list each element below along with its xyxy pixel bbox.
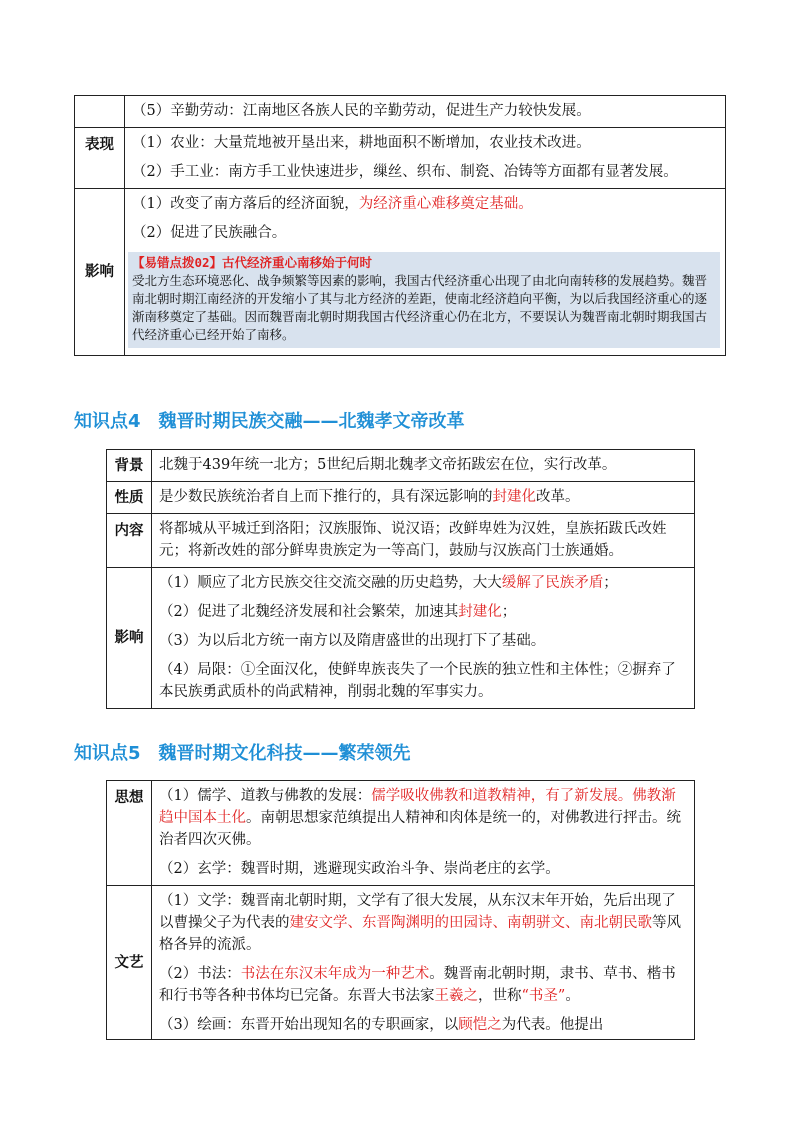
reform-table <box>106 449 695 709</box>
tip-body: 受北方生态环境恶化、战争频繁等因素的影响，我国古代经济重心出现了由北向南转移的发展趋势。魏晋南北朝时期江南经济的开发缩小了其与北方经济的差距，使南北经济趋向平衡，为以后我国经济重心的逐渐南移奠定了基础。因而魏晋南北朝时期我国古代经济重心仍在北方，不要误认为魏晋南北朝时期我国古代经济重心已经开始了南移。 <box>132 273 708 342</box>
table-row <box>75 128 726 189</box>
row-header-wenyi: 文艺 <box>107 886 152 1040</box>
content-text: 将都城从平城迁到洛阳；汉族服饰、说汉语；改鲜卑姓为汉姓，皇族拓跋氏改姓元；将新改姓的部分鲜卑贵族定为一等高门，鼓励与汉族高门士族通婚。 <box>159 521 667 559</box>
table-row <box>107 450 695 482</box>
literature-text: （1）文学：魏晋南北朝时期，文学有了很大发展，从东汉末年开始，先后出现了以曹操父子为代表的建安文学、东晋陶渊明的田园诗、南朝骈文、南北朝民歌等风格各异的流派。 <box>159 893 681 953</box>
impact-1: （1）顺应了北方民族交往交流交融的历史趋势，大大缓解了民族矛盾； <box>159 575 618 591</box>
tip-title: 【易错点拨02】古代经济重心南移始于何时 <box>132 255 373 270</box>
nature-text: 是少数民族统治者自上而下推行的，具有深远影响的封建化改革。 <box>159 489 580 505</box>
painting-text: （3）绘画：东晋开始出现知名的专职画家，以顾恺之为代表。他提出 <box>159 1017 604 1033</box>
labor-text: （5）辛勤劳动：江南地区各族人民的辛勤劳动，促进生产力较快发展。 <box>132 103 591 119</box>
impact-1: （1）改变了南方落后的经济面貌，为经济重心难移奠定基础。 <box>132 196 533 212</box>
section5-title: 知识点5 魏晋时期文化科技——繁荣领先 <box>74 743 411 764</box>
table-row <box>107 514 695 568</box>
row-header-beijing: 背景 <box>107 450 152 482</box>
thought-2: （2）玄学：魏晋时期，逃避现实政治斗争、崇尚老庄的玄学。 <box>159 861 560 877</box>
culture-table <box>106 780 695 1040</box>
row-header-neirong: 内容 <box>107 514 152 568</box>
table-row <box>107 886 695 1040</box>
row-header-yingxiang: 影响 <box>75 189 125 356</box>
calligraphy-text: （2）书法：书法在东汉末年成为一种艺术。魏晋南北朝时期，隶书、草书、楷书和行书等各种书体均已完备。东晋大书法家王羲之，世称“书圣”。 <box>159 966 676 1004</box>
agriculture-text: （1）农业：大量荒地被开垦出来，耕地面积不断增加，农业技术改进。 <box>132 135 591 151</box>
table-row <box>107 568 695 709</box>
row-header-biaoxian: 表现 <box>75 128 125 189</box>
row-header-yingxiang: 影响 <box>107 568 152 709</box>
row-header-xingzhi: 性质 <box>107 482 152 514</box>
table-row <box>107 482 695 514</box>
table-row <box>107 781 695 886</box>
impact-2: （2）促进了民族融合。 <box>132 225 287 241</box>
thought-1: （1）儒学、道教与佛教的发展：儒学吸收佛教和道教精神，有了新发展。佛教渐趋中国本土化。南朝思想家范缜提出人精神和肉体是统一的，对佛教进行抨击。统治者四次灭佛。 <box>159 788 681 848</box>
error-tip-box <box>128 252 720 348</box>
impact-3: （3）为以后北方统一南方以及隋唐盛世的出现打下了基础。 <box>159 633 546 649</box>
row-header-sixiang: 思想 <box>107 781 152 886</box>
table-row <box>75 189 726 356</box>
impact-4: （4）局限：①全面汉化，使鲜卑族丧失了一个民族的独立性和主体性；②摒弃了本民族勇武质朴的尚武精神，削弱北魏的军事实力。 <box>159 662 676 700</box>
table-row <box>75 96 726 128</box>
handicraft-text: （2）手工业：南方手工业快速进步，缫丝、织布、制瓷、冶铸等方面都有显著发展。 <box>132 164 678 180</box>
section4-title: 知识点4 魏晋时期民族交融——北魏孝文帝改革 <box>74 411 465 432</box>
economy-table <box>74 95 726 356</box>
impact-2: （2）促进了北魏经济发展和社会繁荣，加速其封建化； <box>159 604 517 620</box>
background-text: 北魏于439年统一北方；5世纪后期北魏孝文帝拓跋宏在位，实行改革。 <box>159 457 617 473</box>
